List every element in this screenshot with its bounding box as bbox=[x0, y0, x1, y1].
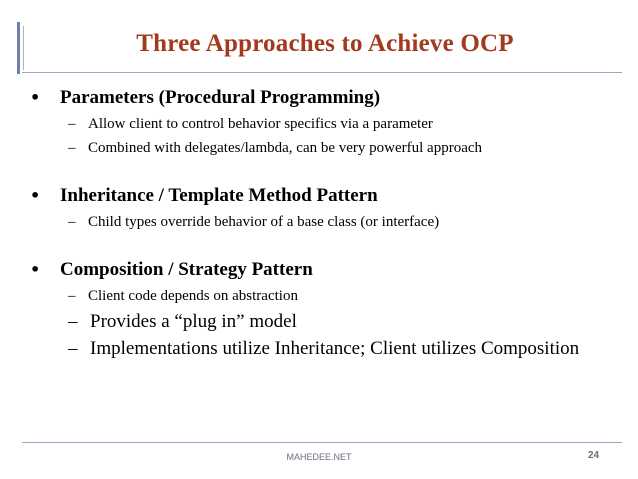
bullet-heading: Inheritance / Template Method Pattern bbox=[60, 185, 378, 206]
bullet-heading: Composition / Strategy Pattern bbox=[60, 259, 313, 280]
dash-icon: – bbox=[68, 338, 78, 359]
bullet-composition bbox=[28, 258, 618, 282]
sub-bullet-text: Provides a “plug in” model bbox=[90, 311, 297, 332]
dash-icon: – bbox=[68, 140, 76, 156]
page-number: 24 bbox=[588, 450, 600, 461]
dash-icon: – bbox=[68, 311, 78, 332]
title-divider bbox=[22, 72, 622, 73]
sub-bullet-text: Client code depends on abstraction bbox=[88, 288, 298, 304]
sub-bullet-text: Combined with delegates/lambda, can be very powerful approach bbox=[88, 140, 483, 156]
sub-bullet bbox=[68, 138, 618, 158]
sub-bullet-text: Implementations utilize Inheritance; Client utilizes Composition bbox=[90, 338, 580, 359]
sub-bullet bbox=[68, 212, 618, 232]
sub-bullet bbox=[68, 310, 618, 333]
dash-icon: – bbox=[68, 116, 76, 132]
sub-bullet bbox=[68, 337, 618, 360]
slide-body bbox=[28, 86, 618, 360]
bullet-icon: • bbox=[30, 186, 41, 205]
title-accent-bar bbox=[17, 22, 20, 74]
slide-title: Three Approaches to Achieve OCP bbox=[136, 30, 514, 57]
sub-bullet bbox=[68, 114, 618, 134]
footer-divider bbox=[22, 442, 622, 443]
bullet-heading: Parameters (Procedural Programming) bbox=[60, 87, 381, 108]
bullet-icon: • bbox=[30, 88, 41, 107]
footer-label: MAHEDEE.NET bbox=[286, 452, 352, 462]
dash-icon: – bbox=[68, 214, 76, 230]
bullet-inheritance bbox=[28, 184, 618, 208]
sub-bullet-text: Allow client to control behavior specifics via a parameter bbox=[88, 116, 433, 132]
bullet-icon: • bbox=[30, 260, 41, 279]
sub-bullet-text: Child types override behavior of a base class (or interface) bbox=[88, 214, 440, 230]
dash-icon: – bbox=[68, 288, 76, 304]
sub-bullet bbox=[68, 286, 618, 306]
title-accent-line bbox=[23, 26, 24, 70]
bullet-parameters bbox=[28, 86, 618, 110]
